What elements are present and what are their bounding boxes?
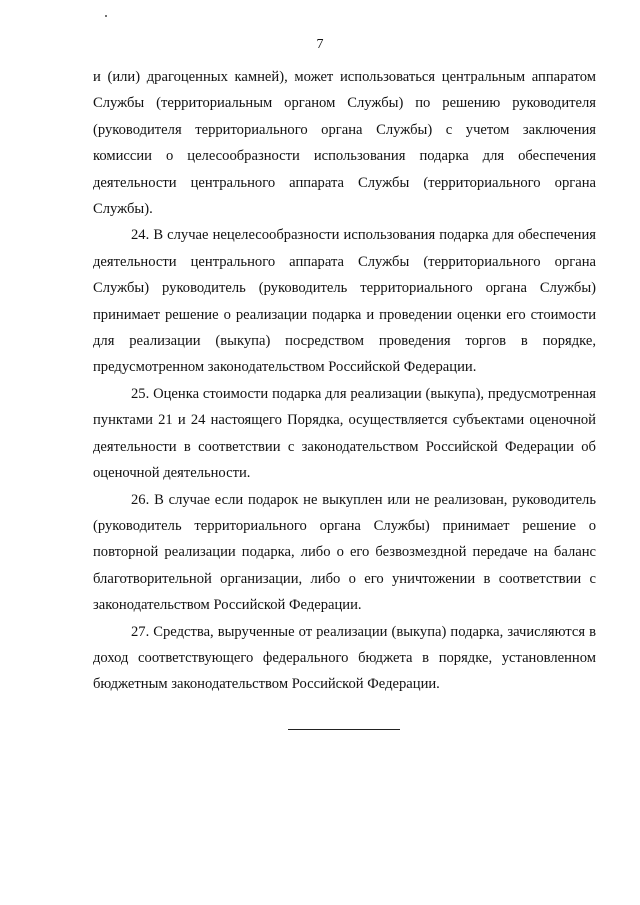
paragraph-24: 24. В случае нецелесообразности использования подарка для обеспечения деятельности центрального аппарата Службы (территориального органа Службы) руководитель (руководитель территориального органа Службы) принимает решение о реализации подарка и проведении оценки его стоимости для реализации (выкупа) посредством проведения торгов в порядке, предусмотренном законодательством Российской Федерации. <box>93 227 596 376</box>
paragraph-26: 26. В случае если подарок не выкуплен или не реализован, руководитель (руководитель территориального органа Службы) принимает решение о повторной реализации подарка, либо о его безвозмездной передаче на баланс благотворительной организации, либо о его уничтожении в соответствии с законодательством Российской Федерации. <box>93 491 596 614</box>
document-body <box>93 64 596 698</box>
page-number: 7 <box>316 37 324 52</box>
paragraph-25: 25. Оценка стоимости подарка для реализации (выкупа), предусмотренная пунктами 21 и 24 настоящего Порядка, осуществляется субъектами оценочной деятельности в соответствии с законодательством Российской Федерации об оценочной деятельности. <box>93 385 596 482</box>
paragraph-27: 27. Средства, вырученные от реализации (выкупа) подарка, зачисляются в доход соответствующего федерального бюджета в порядке, установленном бюджетным законодательством Российской Федерации. <box>93 623 596 693</box>
end-separator-line <box>288 729 400 730</box>
paragraph-continuation: и (или) драгоценных камней), может использоваться центральным аппаратом Службы (территориальным органом Службы) по решению руководителя (руководителя территориального органа Службы) с учетом заключения комиссии о целесообразности использования подарка для обеспечения деятельности центрального аппарата Службы (территориального органа Службы). <box>93 69 596 218</box>
scan-speck <box>105 15 107 17</box>
